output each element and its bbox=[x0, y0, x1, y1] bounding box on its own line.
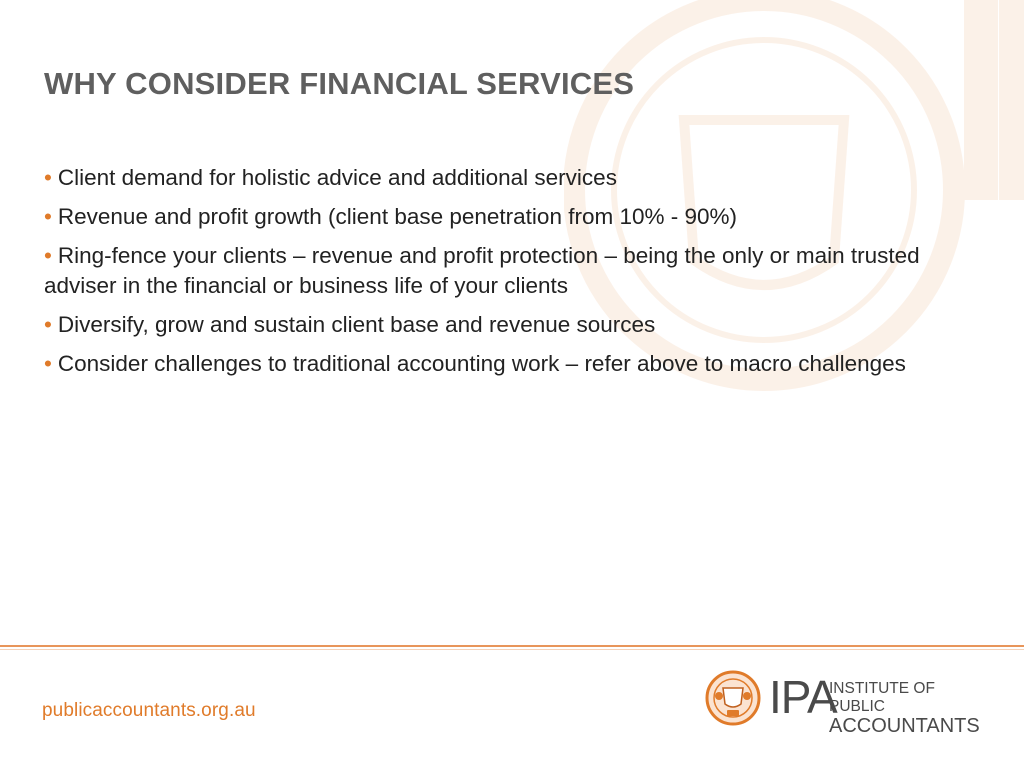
bullet-text: Ring-fence your clients – revenue and profit protection – being the only or main trusted adviser in the financial or business life of your clients bbox=[44, 243, 920, 298]
list-item bbox=[44, 163, 924, 193]
logo-line-1: INSTITUTE OF PUBLIC bbox=[829, 680, 935, 715]
footer-divider-light bbox=[0, 649, 1024, 650]
bullet-list bbox=[44, 163, 924, 388]
logo-line-2: ACCOUNTANTS bbox=[829, 715, 980, 737]
bullet-text: Consider challenges to traditional accounting work – refer above to macro challenges bbox=[57, 351, 906, 376]
bullet-text: Diversify, grow and sustain client base and revenue sources bbox=[57, 312, 656, 337]
list-item bbox=[44, 349, 924, 379]
bullet-marker: • bbox=[44, 351, 52, 376]
logo-org-name bbox=[829, 680, 990, 736]
bullet-text: Client demand for holistic advice and additional services bbox=[57, 165, 617, 190]
ipa-wordmark: IPA bbox=[769, 671, 837, 723]
list-item bbox=[44, 241, 924, 301]
ipa-crest-seal-icon bbox=[705, 670, 761, 726]
bullet-marker: • bbox=[44, 204, 52, 229]
bullet-text: Revenue and profit growth (client base penetration from 10% - 90%) bbox=[57, 204, 738, 229]
footer-divider bbox=[0, 645, 1024, 647]
list-item bbox=[44, 202, 924, 232]
footer-website-link[interactable]: publicaccountants.org.au bbox=[42, 700, 256, 721]
bullet-marker: • bbox=[44, 243, 52, 268]
list-item bbox=[44, 310, 924, 340]
bullet-marker: • bbox=[44, 165, 52, 190]
slide-title: WHY CONSIDER FINANCIAL SERVICES bbox=[44, 66, 635, 101]
ipa-logo bbox=[705, 668, 990, 737]
bullet-marker: • bbox=[44, 312, 52, 337]
